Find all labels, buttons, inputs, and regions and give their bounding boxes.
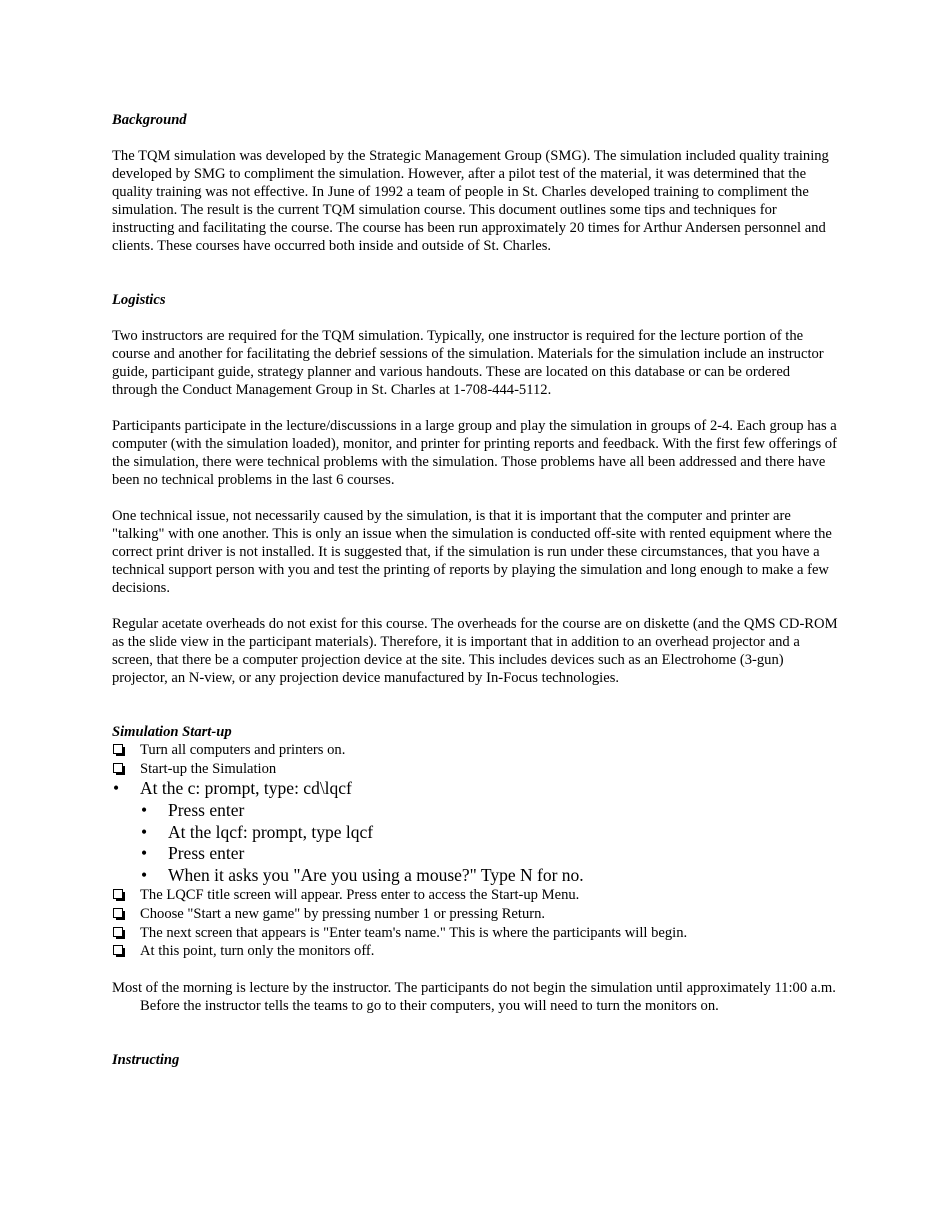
bullet-icon: • bbox=[141, 800, 148, 820]
bullet-item bbox=[112, 778, 838, 800]
sub-bullet-item bbox=[112, 865, 838, 887]
bullet-item-text: When it asks you "Are you using a mouse?" Type N for no. bbox=[168, 864, 584, 885]
startup-bullets bbox=[112, 778, 838, 886]
checkbox-icon bbox=[113, 763, 123, 773]
bullet-item-text: At the c: prompt, type: cd\lqcf bbox=[140, 778, 352, 799]
sub-bullet-item bbox=[112, 822, 838, 844]
logistics-paragraph-3: One technical issue, not necessarily caused by the simulation, is that it is important that the computer and printer are "talking" with one another. This is only an issue when the simulation is conducted off-site with rented equipment where the correct print driver is not installed. It is suggested that, if the simulation is run under these circumstances, that you have a technical support person with you and test the printing of reports by playing the simulation and long enough to make a few decisions. bbox=[112, 508, 832, 596]
checklist-item-text: Choose "Start a new game" by pressing number 1 or pressing Return. bbox=[140, 906, 546, 923]
checklist-item-text: Turn all computers and printers on. bbox=[140, 742, 346, 758]
bullet-icon: • bbox=[141, 843, 148, 864]
checklist-item bbox=[112, 905, 838, 924]
checklist-item bbox=[112, 760, 838, 779]
startup-checklist-b bbox=[112, 886, 838, 961]
checklist-item-text: The LQCF title screen will appear. Press enter to access the Start-up Menu. bbox=[140, 887, 580, 904]
logistics-paragraph-2: Participants participate in the lecture/discussions in a large group and play the simulation in groups of 2-4. Each group has a computer (with the simulation loaded), monitor, and printer for printing reports and feedback. With the first few offerings of the simulation, there were technical problems with the simulation. Those problems have all been addressed and there have been no technical problems in the last 6 courses. bbox=[112, 418, 837, 488]
sub-bullet-item bbox=[112, 843, 838, 865]
logistics-paragraph-4: Regular acetate overheads do not exist for this course. The overheads for the course are on diskette (and the QMS CD-ROM as the slide view in the participant materials). Therefore, it is important that in addition to an overhead projector and a screen, that there be a computer projection device at the site. This includes devices such as an Electrohome (3-gun) projector, an N-view, or any projection device manufactured by In-Focus technologies. bbox=[112, 616, 838, 686]
checklist-item bbox=[112, 741, 838, 760]
document-page bbox=[112, 111, 838, 1069]
startup-heading: Simulation Start-up bbox=[112, 724, 232, 740]
sub-bullet-item bbox=[112, 800, 838, 822]
startup-checklist-a bbox=[112, 741, 838, 778]
checklist-item-text: At this point, turn only the monitors off. bbox=[140, 943, 375, 960]
bullet-icon: • bbox=[141, 821, 148, 842]
bullet-item-text: At the lqcf: prompt, type lqcf bbox=[168, 821, 374, 842]
bullet-icon: • bbox=[113, 778, 120, 799]
bullet-item-text: Press enter bbox=[168, 800, 245, 820]
background-heading: Background bbox=[112, 112, 187, 128]
checklist-item-text: Start-up the Simulation bbox=[140, 760, 277, 777]
instructing-heading: Instructing bbox=[112, 1052, 180, 1069]
checklist-item bbox=[112, 942, 838, 961]
background-paragraph: The TQM simulation was developed by the Strategic Management Group (SMG). The simulation included quality training developed by SMG to compliment the simulation. However, after a pilot test of the material, it was determined that the quality training was not effective. In June of 1992 a team of people in St. Charles developed training to compliment the simulation. The result is the current TQM simulation course. This document outlines some tips and techniques for instructing and facilitating the course. The course has been run approximately 20 times for Arthur Andersen personnel and clients. These courses have occurred both inside and outside of St. Charles. bbox=[112, 148, 829, 254]
bullet-icon: • bbox=[141, 864, 148, 885]
checklist-item bbox=[112, 924, 838, 943]
startup-closing-paragraph: Most of the morning is lecture by the instructor. The participants do not begin the simulation until approximately 11:00 a.m. Before the instructor tells the teams to go to their computers, you will need to turn the monitors on. bbox=[112, 980, 836, 1015]
checkbox-icon bbox=[113, 927, 123, 937]
checkbox-icon bbox=[113, 945, 123, 955]
checklist-item-text: The next screen that appears is "Enter team's name." This is where the participants will begin. bbox=[140, 924, 688, 941]
checkbox-icon bbox=[113, 744, 123, 754]
checklist-item bbox=[112, 886, 838, 905]
checkbox-icon bbox=[113, 889, 123, 899]
logistics-paragraph-1: Two instructors are required for the TQM simulation. Typically, one instructor is required for the lecture portion of the course and another for facilitating the debrief sessions of the simulation. Materials for the simulation include an instructor guide, participant guide, strategy planner and various handouts. These are located on this database or can be ordered through the Conduct Management Group in St. Charles at 1-708-444-5112. bbox=[112, 328, 824, 398]
logistics-heading: Logistics bbox=[112, 292, 166, 308]
checkbox-icon bbox=[113, 908, 123, 918]
bullet-item-text: Press enter bbox=[168, 843, 245, 864]
